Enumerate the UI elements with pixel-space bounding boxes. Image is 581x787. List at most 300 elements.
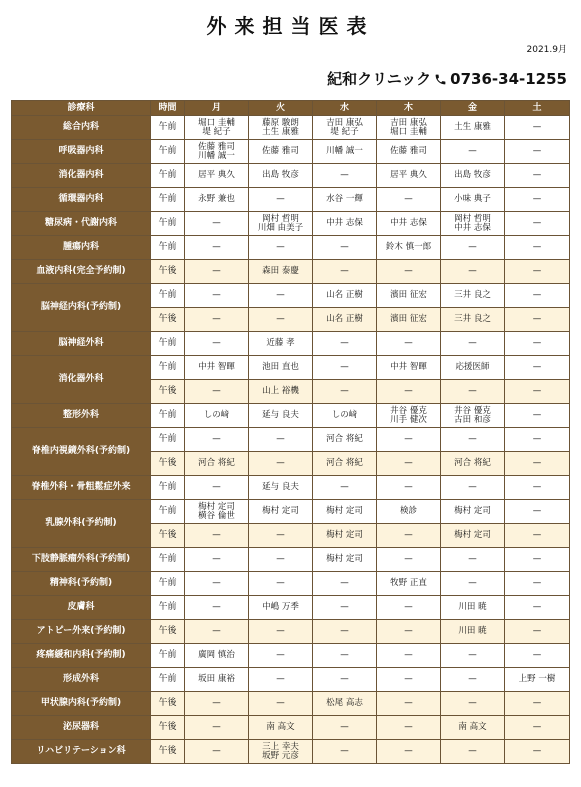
doctor-cell bbox=[441, 740, 505, 764]
header-tue: 火 bbox=[249, 101, 313, 116]
doctor-cell bbox=[377, 524, 441, 548]
clinic-phone: 0736-34-1255 bbox=[450, 69, 567, 88]
session-time: 午前 bbox=[151, 140, 185, 164]
doctor-name: 水谷 一輝 bbox=[326, 194, 363, 204]
department-name: 総合内科 bbox=[12, 116, 151, 140]
doctor-cell bbox=[249, 740, 313, 764]
doctor-cell bbox=[377, 644, 441, 668]
doctor-name: 川畑 由美子 bbox=[257, 222, 304, 233]
doctor-name: — bbox=[532, 122, 542, 132]
doctor-cell bbox=[505, 740, 570, 764]
doctor-cell bbox=[377, 548, 441, 572]
doctor-name: 出島 牧彦 bbox=[454, 170, 491, 180]
doctor-cell bbox=[377, 188, 441, 212]
doctor-cell bbox=[441, 236, 505, 260]
doctor-name: 中井 志保 bbox=[454, 222, 491, 233]
header-fri: 金 bbox=[441, 101, 505, 116]
doctor-cell bbox=[249, 596, 313, 620]
department-name: 消化器外科 bbox=[12, 356, 151, 404]
doctor-cell bbox=[377, 500, 441, 524]
doctor-name: — bbox=[532, 482, 542, 492]
department-name: 脳神経外科 bbox=[12, 332, 151, 356]
table-row bbox=[12, 668, 570, 692]
doctor-name: — bbox=[276, 194, 285, 204]
doctor-name: — bbox=[276, 554, 285, 564]
doctor-cell bbox=[249, 476, 313, 500]
doctor-name: 坂野 元彦 bbox=[262, 750, 299, 761]
doctor-cell bbox=[505, 404, 570, 428]
doctor-cell bbox=[185, 620, 249, 644]
doctor-cell bbox=[185, 644, 249, 668]
table-row bbox=[12, 548, 570, 572]
doctor-name: — bbox=[532, 506, 542, 516]
doctor-cell bbox=[441, 260, 505, 284]
doctor-name: — bbox=[468, 482, 477, 492]
doctor-name: — bbox=[276, 530, 285, 540]
table-row bbox=[12, 212, 570, 236]
doctor-name: — bbox=[532, 722, 542, 732]
doctor-cell bbox=[185, 500, 249, 524]
doctor-cell bbox=[313, 356, 377, 380]
doctor-name: — bbox=[532, 650, 542, 660]
department-name: リハビリテーション科 bbox=[12, 740, 151, 764]
doctor-name: — bbox=[276, 626, 285, 636]
doctor-name: 中嶋 万季 bbox=[262, 602, 299, 612]
session-time: 午後 bbox=[151, 380, 185, 404]
doctor-name: 森田 泰慶 bbox=[262, 266, 299, 276]
doctor-cell bbox=[441, 596, 505, 620]
table-row bbox=[12, 236, 570, 260]
doctor-cell bbox=[313, 740, 377, 764]
table-row bbox=[12, 188, 570, 212]
table-row bbox=[12, 260, 570, 284]
doctor-cell bbox=[185, 188, 249, 212]
doctor-cell bbox=[185, 596, 249, 620]
doctor-name: — bbox=[212, 578, 221, 588]
doctor-cell bbox=[185, 140, 249, 164]
doctor-cell bbox=[441, 308, 505, 332]
doctor-name: 小味 典子 bbox=[454, 194, 491, 204]
doctor-name: 中井 智暉 bbox=[198, 362, 235, 372]
doctor-cell bbox=[185, 452, 249, 476]
doctor-cell bbox=[377, 356, 441, 380]
doctor-cell bbox=[185, 716, 249, 740]
doctor-cell bbox=[505, 596, 570, 620]
doctor-name: — bbox=[212, 218, 221, 228]
session-time: 午後 bbox=[151, 524, 185, 548]
doctor-name: — bbox=[532, 338, 542, 348]
doctor-cell bbox=[313, 404, 377, 428]
doctor-name: — bbox=[532, 434, 542, 444]
doctor-name: しの﨑 bbox=[331, 410, 358, 420]
doctor-cell bbox=[377, 236, 441, 260]
table-row bbox=[12, 596, 570, 620]
doctor-name: 井谷 優克 bbox=[390, 405, 427, 416]
doctor-cell bbox=[505, 716, 570, 740]
doctor-name: — bbox=[404, 674, 413, 684]
doctor-name: — bbox=[532, 746, 542, 756]
doctor-name: 河合 将紀 bbox=[454, 458, 491, 468]
session-time: 午前 bbox=[151, 500, 185, 524]
schedule-date: 2021.9月 bbox=[526, 45, 567, 55]
doctor-cell bbox=[505, 476, 570, 500]
table-row bbox=[12, 716, 570, 740]
doctor-cell bbox=[505, 620, 570, 644]
table-header-row bbox=[12, 101, 570, 116]
doctor-cell bbox=[377, 596, 441, 620]
doctor-cell bbox=[249, 212, 313, 236]
doctor-name: — bbox=[532, 218, 542, 228]
doctor-cell bbox=[505, 260, 570, 284]
doctor-name: — bbox=[532, 410, 542, 420]
doctor-cell bbox=[185, 284, 249, 308]
doctor-cell bbox=[441, 116, 505, 140]
doctor-cell bbox=[441, 140, 505, 164]
doctor-cell bbox=[313, 188, 377, 212]
doctor-cell bbox=[505, 356, 570, 380]
doctor-name: — bbox=[212, 338, 221, 348]
session-time: 午前 bbox=[151, 404, 185, 428]
doctor-name: 佐藤 雅司 bbox=[262, 146, 299, 156]
doctor-cell bbox=[377, 692, 441, 716]
doctor-name: — bbox=[212, 290, 221, 300]
doctor-name: — bbox=[212, 242, 221, 252]
doctor-name: — bbox=[276, 290, 285, 300]
doctor-cell bbox=[505, 428, 570, 452]
table-row bbox=[12, 404, 570, 428]
session-time: 午後 bbox=[151, 692, 185, 716]
doctor-cell bbox=[185, 356, 249, 380]
doctor-name: — bbox=[468, 146, 477, 156]
doctor-cell bbox=[377, 332, 441, 356]
doctor-name: — bbox=[468, 698, 477, 708]
doctor-cell bbox=[377, 164, 441, 188]
doctor-cell bbox=[505, 644, 570, 668]
doctor-cell bbox=[377, 260, 441, 284]
doctor-cell bbox=[249, 668, 313, 692]
table-row bbox=[12, 572, 570, 596]
doctor-cell bbox=[505, 308, 570, 332]
doctor-name: — bbox=[340, 602, 349, 612]
doctor-cell bbox=[185, 740, 249, 764]
doctor-name: 南 高文 bbox=[458, 722, 487, 732]
session-time: 午後 bbox=[151, 716, 185, 740]
session-time: 午前 bbox=[151, 572, 185, 596]
doctor-cell bbox=[185, 236, 249, 260]
doctor-name: — bbox=[404, 338, 413, 348]
doctor-name: — bbox=[532, 242, 542, 252]
doctor-name: 河合 将紀 bbox=[326, 458, 363, 468]
doctor-name: 佐藤 雅司 bbox=[390, 146, 427, 156]
doctor-name: — bbox=[340, 674, 349, 684]
doctor-name: — bbox=[340, 722, 349, 732]
doctor-cell bbox=[249, 188, 313, 212]
session-time: 午後 bbox=[151, 260, 185, 284]
doctor-cell bbox=[441, 500, 505, 524]
doctor-name: — bbox=[468, 554, 477, 564]
doctor-name: — bbox=[404, 530, 413, 540]
doctor-name: 中井 志保 bbox=[390, 218, 427, 228]
doctor-cell bbox=[249, 428, 313, 452]
doctor-name: 牧野 正直 bbox=[390, 578, 427, 588]
department-name: 泌尿器科 bbox=[12, 716, 151, 740]
doctor-name: 居平 典久 bbox=[198, 170, 235, 180]
doctor-cell bbox=[505, 380, 570, 404]
header-wed: 水 bbox=[313, 101, 377, 116]
session-time: 午後 bbox=[151, 740, 185, 764]
doctor-name: 横谷 倫世 bbox=[198, 510, 235, 521]
doctor-cell bbox=[377, 308, 441, 332]
doctor-cell bbox=[441, 524, 505, 548]
doctor-name: — bbox=[468, 746, 477, 756]
doctor-cell bbox=[441, 164, 505, 188]
doctor-cell bbox=[313, 572, 377, 596]
doctor-cell bbox=[505, 236, 570, 260]
session-time: 午前 bbox=[151, 188, 185, 212]
doctor-name: — bbox=[212, 266, 221, 276]
doctor-cell bbox=[313, 644, 377, 668]
doctor-name: 山上 裕機 bbox=[262, 386, 299, 396]
doctor-cell bbox=[377, 668, 441, 692]
doctor-cell bbox=[441, 212, 505, 236]
clinic-name: 紀和クリニック bbox=[327, 70, 432, 88]
doctor-name: — bbox=[532, 554, 542, 564]
doctor-name: — bbox=[468, 266, 477, 276]
department-name: 循環器内科 bbox=[12, 188, 151, 212]
doctor-cell bbox=[185, 692, 249, 716]
department-name: 脳神経内科(予約制) bbox=[12, 284, 151, 332]
table-row bbox=[12, 620, 570, 644]
doctor-name: — bbox=[212, 746, 221, 756]
doctor-cell bbox=[249, 500, 313, 524]
doctor-cell bbox=[249, 452, 313, 476]
doctor-cell bbox=[249, 404, 313, 428]
doctor-cell bbox=[249, 164, 313, 188]
doctor-name: — bbox=[340, 578, 349, 588]
doctor-cell bbox=[313, 380, 377, 404]
doctor-cell bbox=[441, 716, 505, 740]
doctor-name: 松尾 高志 bbox=[326, 698, 363, 708]
doctor-cell bbox=[249, 692, 313, 716]
doctor-cell bbox=[185, 332, 249, 356]
table-row bbox=[12, 164, 570, 188]
doctor-cell bbox=[185, 308, 249, 332]
doctor-name: — bbox=[340, 242, 349, 252]
doctor-name: — bbox=[532, 386, 542, 396]
doctor-name: 梅村 定司 bbox=[198, 501, 235, 512]
doctor-cell bbox=[377, 212, 441, 236]
doctor-cell bbox=[377, 380, 441, 404]
doctor-name: 三井 良之 bbox=[454, 290, 491, 300]
doctor-name: — bbox=[212, 482, 221, 492]
department-name: 乳腺外科(予約制) bbox=[12, 500, 151, 548]
doctor-cell bbox=[505, 332, 570, 356]
table-row bbox=[12, 356, 570, 380]
doctor-cell bbox=[313, 164, 377, 188]
doctor-name: — bbox=[404, 722, 413, 732]
doctor-name: — bbox=[276, 458, 285, 468]
doctor-name: 梅村 定司 bbox=[454, 506, 491, 516]
doctor-name: — bbox=[468, 578, 477, 588]
doctor-cell bbox=[313, 260, 377, 284]
doctor-name: — bbox=[404, 746, 413, 756]
doctor-name: — bbox=[340, 170, 349, 180]
doctor-name: — bbox=[212, 554, 221, 564]
doctor-cell bbox=[441, 332, 505, 356]
header-mon: 月 bbox=[185, 101, 249, 116]
doctor-name: — bbox=[468, 386, 477, 396]
department-name: 腫瘍内科 bbox=[12, 236, 151, 260]
session-time: 午前 bbox=[151, 164, 185, 188]
doctor-cell bbox=[249, 260, 313, 284]
doctor-name: 堀口 圭輔 bbox=[390, 126, 427, 137]
doctor-name: 延与 良夫 bbox=[262, 410, 299, 420]
doctor-name: — bbox=[404, 194, 413, 204]
doctor-cell bbox=[185, 164, 249, 188]
doctor-cell bbox=[441, 692, 505, 716]
doctor-cell bbox=[313, 500, 377, 524]
doctor-cell bbox=[249, 620, 313, 644]
doctor-name: 河合 将紀 bbox=[326, 434, 363, 444]
doctor-cell bbox=[505, 188, 570, 212]
doctor-name: — bbox=[212, 434, 221, 444]
doctor-name: — bbox=[532, 530, 542, 540]
schedule-table bbox=[11, 100, 570, 764]
session-time: 午前 bbox=[151, 548, 185, 572]
doctor-name: — bbox=[468, 674, 477, 684]
doctor-cell bbox=[185, 212, 249, 236]
department-name: 精神科(予約制) bbox=[12, 572, 151, 596]
doctor-cell bbox=[377, 404, 441, 428]
doctor-name: — bbox=[404, 602, 413, 612]
doctor-name: 吉田 康弘 bbox=[390, 117, 427, 128]
doctor-name: しの﨑 bbox=[203, 410, 230, 420]
doctor-name: 中井 智暉 bbox=[390, 362, 427, 372]
doctor-cell bbox=[313, 476, 377, 500]
doctor-name: 濱田 征宏 bbox=[390, 314, 427, 324]
doctor-name: — bbox=[340, 362, 349, 372]
doctor-cell bbox=[313, 116, 377, 140]
department-name: 呼吸器内科 bbox=[12, 140, 151, 164]
doctor-name: 土生 康雅 bbox=[262, 126, 299, 137]
doctor-name: 藤原 駿朗 bbox=[262, 117, 299, 128]
doctor-name: 南 高文 bbox=[266, 722, 295, 732]
header-sat: 土 bbox=[505, 101, 570, 116]
doctor-cell bbox=[313, 284, 377, 308]
header-thu: 木 bbox=[377, 101, 441, 116]
doctor-name: 検診 bbox=[399, 506, 417, 516]
doctor-cell bbox=[313, 620, 377, 644]
doctor-name: — bbox=[340, 746, 349, 756]
department-name: 整形外科 bbox=[12, 404, 151, 428]
doctor-name: — bbox=[404, 650, 413, 660]
doctor-cell bbox=[505, 452, 570, 476]
doctor-cell bbox=[505, 668, 570, 692]
session-time: 午前 bbox=[151, 284, 185, 308]
doctor-name: 池田 直也 bbox=[262, 362, 299, 372]
doctor-cell bbox=[249, 284, 313, 308]
doctor-name: 川田 暁 bbox=[458, 602, 487, 612]
doctor-cell bbox=[185, 572, 249, 596]
doctor-cell bbox=[505, 212, 570, 236]
doctor-name: 山名 正樹 bbox=[326, 314, 363, 324]
doctor-cell bbox=[313, 524, 377, 548]
department-name: 皮膚科 bbox=[12, 596, 151, 620]
session-time: 午前 bbox=[151, 476, 185, 500]
doctor-cell bbox=[377, 740, 441, 764]
table-row bbox=[12, 500, 570, 524]
session-time: 午後 bbox=[151, 308, 185, 332]
doctor-cell bbox=[505, 572, 570, 596]
doctor-name: 堤 紀子 bbox=[330, 126, 359, 137]
doctor-cell bbox=[313, 332, 377, 356]
doctor-cell bbox=[249, 548, 313, 572]
doctor-cell bbox=[441, 188, 505, 212]
doctor-cell bbox=[185, 668, 249, 692]
doctor-cell bbox=[249, 308, 313, 332]
doctor-name: — bbox=[532, 146, 542, 156]
doctor-cell bbox=[249, 140, 313, 164]
doctor-name: — bbox=[212, 314, 221, 324]
department-name: 脊椎外科・骨粗鬆症外来 bbox=[12, 476, 151, 500]
doctor-cell bbox=[377, 476, 441, 500]
doctor-name: — bbox=[340, 650, 349, 660]
doctor-cell bbox=[441, 620, 505, 644]
doctor-name: 河合 将紀 bbox=[198, 458, 235, 468]
department-name: 脊椎内視鏡外科(予約制) bbox=[12, 428, 151, 476]
doctor-cell bbox=[441, 428, 505, 452]
doctor-cell bbox=[441, 548, 505, 572]
doctor-cell bbox=[377, 116, 441, 140]
doctor-cell bbox=[249, 716, 313, 740]
doctor-cell bbox=[313, 716, 377, 740]
doctor-name: — bbox=[468, 650, 477, 660]
doctor-name: — bbox=[404, 458, 413, 468]
doctor-name: 上野 一樹 bbox=[518, 674, 556, 684]
doctor-name: — bbox=[212, 698, 221, 708]
doctor-name: 吉田 康弘 bbox=[326, 117, 363, 128]
department-name: 血液内科(完全予約制) bbox=[12, 260, 151, 284]
doctor-name: — bbox=[532, 266, 542, 276]
doctor-name: — bbox=[532, 170, 542, 180]
doctor-cell bbox=[377, 284, 441, 308]
department-name: 下肢静脈瘤外科(予約制) bbox=[12, 548, 151, 572]
doctor-name: — bbox=[532, 314, 542, 324]
doctor-cell bbox=[441, 356, 505, 380]
doctor-name: — bbox=[532, 698, 542, 708]
doctor-name: 岡村 哲明 bbox=[454, 213, 491, 224]
doctor-cell bbox=[249, 572, 313, 596]
doctor-cell bbox=[377, 572, 441, 596]
doctor-name: 中井 志保 bbox=[326, 218, 363, 228]
table-row bbox=[12, 692, 570, 716]
doctor-name: — bbox=[212, 602, 221, 612]
session-time: 午前 bbox=[151, 332, 185, 356]
doctor-name: 土生 康雅 bbox=[454, 122, 491, 132]
doctor-name: 出島 牧彦 bbox=[262, 170, 299, 180]
doctor-cell bbox=[249, 356, 313, 380]
doctor-name: — bbox=[276, 314, 285, 324]
doctor-cell bbox=[441, 452, 505, 476]
department-name: 消化器内科 bbox=[12, 164, 151, 188]
doctor-name: — bbox=[404, 626, 413, 636]
doctor-name: 井谷 優克 bbox=[454, 405, 491, 416]
doctor-cell bbox=[185, 476, 249, 500]
doctor-name: 梅村 定司 bbox=[262, 506, 299, 516]
doctor-name: — bbox=[404, 698, 413, 708]
session-time: 午前 bbox=[151, 668, 185, 692]
doctor-cell bbox=[313, 140, 377, 164]
